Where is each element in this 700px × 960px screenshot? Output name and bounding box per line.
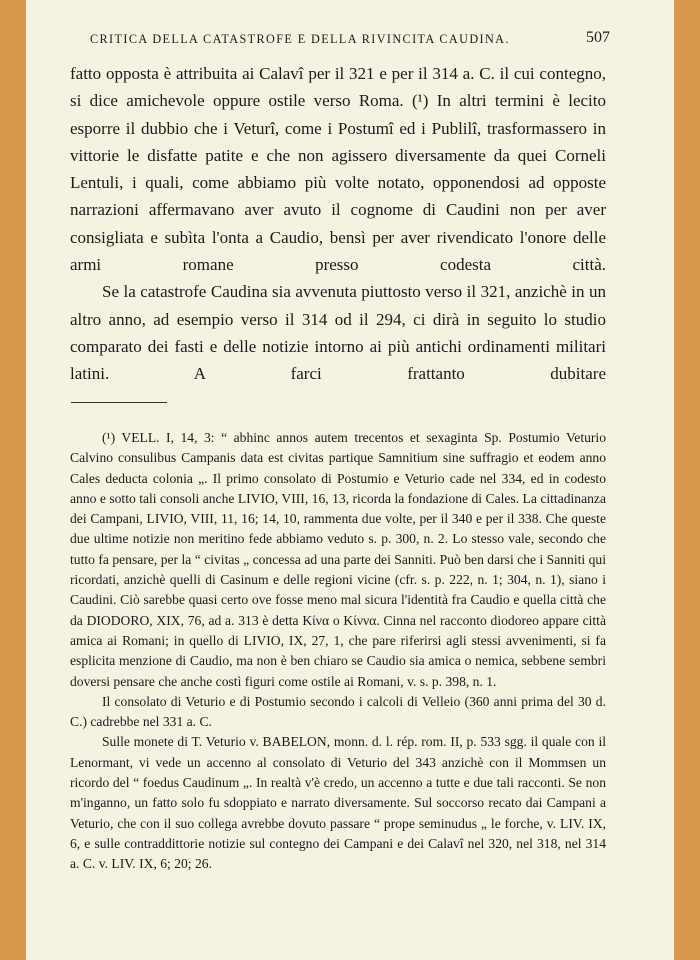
page-number: 507 <box>586 29 610 46</box>
footnotes <box>70 428 606 875</box>
body-paragraph: Se la catastrofe Caudina sia avvenuta piuttosto verso il 321, anzichè in un altro anno, ad esempio verso il 314 od il 294, ci dirà in seguito lo studio comparato dei fasti e delle notizie intorno ai più antichi ordinamenti militari latini. A farci frattanto dubitare <box>70 282 606 384</box>
running-title: CRITICA DELLA CATASTROFE E DELLA RIVINCITA CAUDINA. <box>90 32 510 46</box>
footnote-separator <box>71 402 167 403</box>
footnote-paragraph: Sulle monete di T. Veturio v. BABELON, monn. d. l. rép. rom. II, p. 533 sgg. il quale con il Lenormant, vi vede un accenno al consolato di Veturio del 343 anzichè con il Mommsen un ricordo del “ foedus Caudinum „. In realtà v'è credo, un accenno a tutte e due tali racconti. Se non m'inganno, un fatto solo fu sdoppiato e narrato diversamente. Sul soccorso recato dai Campani a Veturio, che con il suo collega avrebbe dovuto passare “ prope seminudus „ le forche, v. LIV. IX, 6, e sulle contraddittorie notizie sul contegno dei Campani e dei Calavî nel 320, nel 318, nel 314 a. C. v. LIV. IX, 6; 20; 26. <box>70 734 606 872</box>
footnote-paragraph: Il consolato di Veturio e di Postumio secondo i calcoli di Velleio (360 anni prima del 30 d. C.) cadrebbe nel 331 a. C. <box>70 693 606 730</box>
body-paragraph: fatto opposta è attribuita ai Calavî per il 321 e per il 314 a. C. il cui contegno, si dice amichevole oppure ostile verso Roma. (¹) In altri termini è lecito esporre il dubbio che i Veturî, come i Postumî ed i Publilî, trasformassero in vittorie le disfatte patite e che non agissero diversamente da quei Corneli Lentuli, i quali, come abbiamo più volte notato, opponendosi ad opposte narrazioni affermavano aver avuto il cognome di Caudini non per aver consigliata e subìta l'onta a Caudio, bensì per aver rivendicato l'onore delle armi romane presso codesta città. <box>70 64 606 275</box>
body-text <box>70 60 606 388</box>
page-header <box>90 29 610 51</box>
footnote-paragraph: (¹) VELL. I, 14, 3: “ abhinc annos autem trecentos et sexaginta Sp. Postumio Veturio Calvino consulibus Campanis data est civitas partique Samnitium sine suffragio et eodem anno Cales deducta colonia „. Il primo consolato di Postumio e Veturio cade nel 334, ed in codesto anno e sotto tali consoli anche LIVIO, VIII, 16, 13, ricorda la fondazione di Cales. La cittadinanza dei Campani, LIVIO, VIII, 11, 16; 14, 10, rammenta due volte, per il 340 e per il 338. Che queste due ultime notizie non meritino fede abbiamo veduto s. p. 300, n. 2. Lo stesso vale, secondo che tutto fa pensare, per la “ civitas „ concessa ad una parte dei Sanniti. Può ben darsi che i Sanniti qui ricordati, anzichè quelli di Casinum e delle regioni vicine (cfr. s. p. 222, n. 1; 304, n. 1), siano i Caudini. Ciò sarebbe quasi certo ove fosse meno mal sicura l'identità fra Caudio e quella città che da DIODORO, XIX, 76, ad a. 313 è detta Κίνα o Κίννα. Cinna nel racconto diodoreo appare città amica ai Romani; in quello di LIVIO, IX, 27, 1, che pare riferirsi agli stessi avvenimenti, si fa esplicita menzione di Caudio, ma non è ben chiaro se Caudio sia amica o nemica, sebbene sembri doversi pensare che anche costì figuri come ostile ai Romani, v. s. p. 398, n. 1. <box>70 430 606 689</box>
